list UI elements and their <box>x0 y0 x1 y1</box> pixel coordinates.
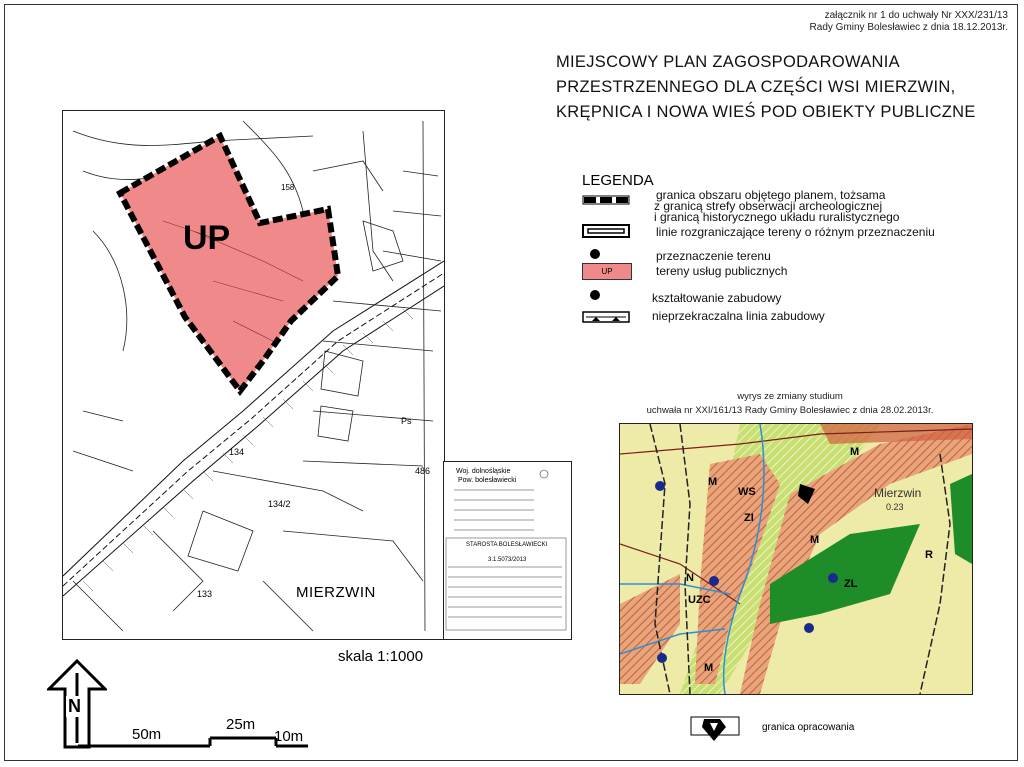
legend-up: tereny usług publicznych <box>656 264 788 278</box>
reference-line-1: załącznik nr 1 do uchwały Nr XXX/231/13 <box>824 10 1008 21</box>
parcel-label-ps: Ps <box>401 416 412 426</box>
up-zone-symbol: UP <box>582 263 632 280</box>
shaping-dot-symbol <box>590 290 600 300</box>
reference-line-2: Rady Gminy Bolesławiec z dnia 18.12.2013r. <box>809 22 1008 33</box>
study-caption-1: wyrys ze zmiany studium <box>737 391 843 402</box>
study-label-m-2: M <box>850 446 860 458</box>
legend-shaping: kształtowanie zabudowy <box>652 291 782 305</box>
study-boundary-symbol <box>690 711 742 745</box>
parcel-label-134: 134 <box>229 447 245 457</box>
legend-dividing: linie rozgraniczające tereny o różnym przeznaczeniu <box>656 225 935 239</box>
stamp-province: Woj. dolnośląskie <box>456 468 511 475</box>
title-line-2: PRZESTRZENNEGO DLA CZĘŚCI WSI MIERZWIN, <box>556 78 956 96</box>
plan-title <box>556 50 1018 125</box>
title-line-1: MIEJSCOWY PLAN ZAGOSPODAROWANIA <box>556 53 900 71</box>
study-label-n: N <box>686 572 694 584</box>
study-label-zi: ZI <box>744 512 754 524</box>
main-cadastral-map <box>62 110 445 640</box>
study-caption-2: uchwała nr XXI/161/13 Rady Gminy Bolesławiec z dnia 28.02.2013r. <box>646 405 934 416</box>
legend-purpose: przeznaczenie terenu <box>656 249 771 263</box>
study-label-zl: ZL <box>844 578 858 590</box>
dividing-line-symbol <box>582 222 632 240</box>
study-label-r: R <box>925 549 933 561</box>
legend-boundary-line-2: z granicą strefy obserwacji archeologicznej <box>654 199 883 213</box>
parcel-label-134-2: 134/2 <box>268 499 291 509</box>
stamp-number: 3.1.5073/2013 <box>488 557 527 563</box>
study-label-m-1: M <box>708 476 718 488</box>
study-label-ws: WS <box>738 486 756 498</box>
village-label: MIERZWIN <box>296 584 376 601</box>
legend-boundary-line-1: granica obszaru objętego planem, tożsama <box>656 188 886 202</box>
parcel-label-158: 158 <box>281 183 295 192</box>
study-excerpt-map <box>619 423 973 695</box>
legend-building-line: nieprzekraczalna linia zabudowy <box>652 309 825 323</box>
boundary-line-symbol <box>582 192 632 208</box>
legend-heading: LEGENDA <box>582 172 654 189</box>
parcel-label-486: 486 <box>415 466 431 476</box>
parcel-label-133: 133 <box>197 589 213 599</box>
scale-label-50m: 50m <box>132 726 162 743</box>
building-line-symbol <box>582 309 632 325</box>
study-label-mierzwin: Mierzwin <box>874 486 922 500</box>
study-label-uzc: UZC <box>688 594 711 606</box>
purpose-dot-symbol <box>590 249 600 259</box>
up-zone-label: UP <box>183 219 231 257</box>
study-label-m-3: M <box>810 534 820 546</box>
north-letter: N <box>68 696 81 716</box>
stamp-lines <box>444 462 571 639</box>
stamp-authority: STAROSTA BOLESŁAWIECKI <box>466 542 548 548</box>
stamp-county: Pow. bolesławiecki <box>458 477 517 484</box>
scale-label-25m: 25m <box>226 716 256 733</box>
legend-boundary-line-3: i granicą historycznego układu ruralistycznego <box>654 210 900 224</box>
resolution-reference <box>810 10 1008 34</box>
study-label-m-4: M <box>704 662 714 674</box>
scale-label-10m: 10m <box>274 728 304 745</box>
map-scale: skala 1:1000 <box>338 648 424 665</box>
cadastral-drawing <box>63 111 444 639</box>
certification-stamp <box>443 461 572 640</box>
study-drawing <box>620 424 972 694</box>
study-boundary-label: granica opracowania <box>762 722 855 733</box>
study-label-density: 0.23 <box>886 502 904 512</box>
title-line-3: KRĘPNICA I NOWA WIEŚ POD OBIEKTY PUBLICZNE <box>556 103 976 121</box>
